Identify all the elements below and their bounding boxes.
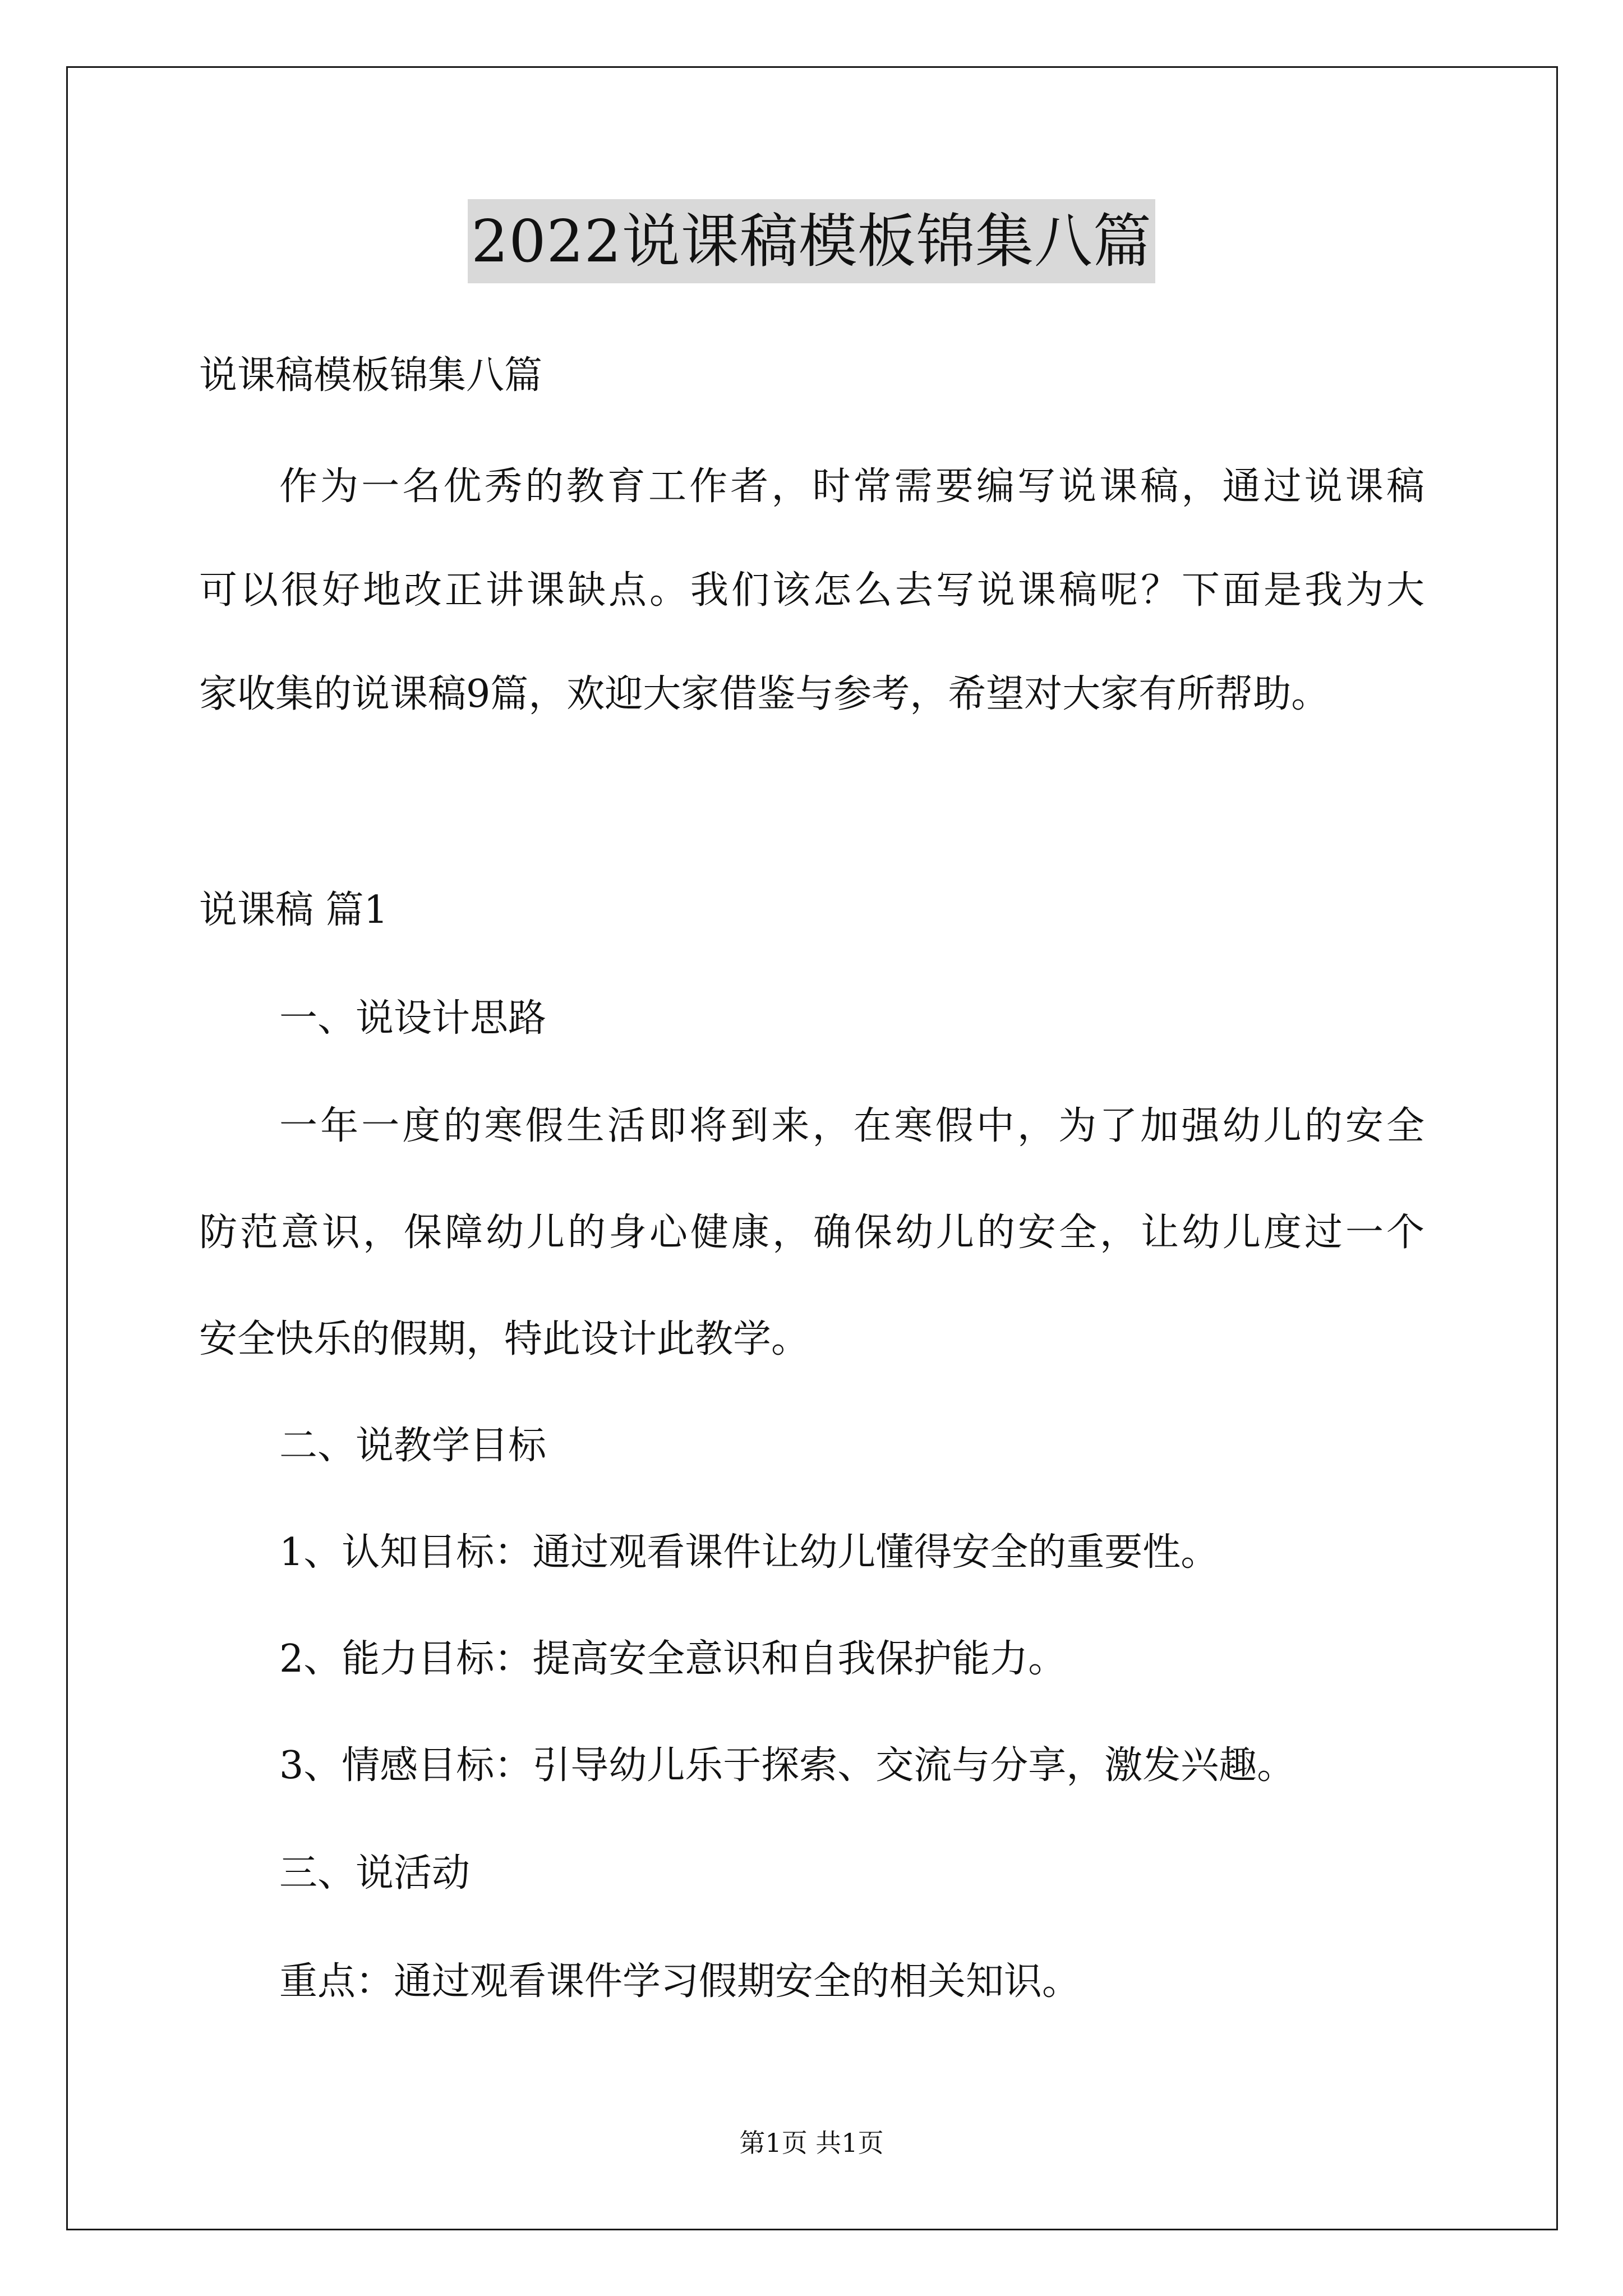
title-container bbox=[0, 199, 1623, 283]
goal-item: 1、认知目标：通过观看课件让幼儿懂得安全的重要性。 bbox=[279, 1530, 1219, 1575]
part3-heading: 三、说活动 bbox=[279, 1851, 471, 1895]
part1-line-2: 防范意识，保障幼儿的身心健康，确保幼儿的安全，让幼儿度过一个 bbox=[199, 1211, 1424, 1255]
intro-line-3: 家收集的说课稿9篇，欢迎大家借鉴与参考，希望对大家有所帮助。 bbox=[199, 672, 1330, 716]
intro-line-2: 可以很好地改正讲课缺点。我们该怎么去写说课稿呢？下面是我为大 bbox=[199, 568, 1424, 613]
page-footer: 第1页 共1页 bbox=[739, 2128, 884, 2158]
goal-item: 3、情感目标：引导幼儿乐于探索、交流与分享，激发兴趣。 bbox=[279, 1743, 1295, 1788]
part2-heading: 二、说教学目标 bbox=[279, 1424, 547, 1468]
section-heading: 说课稿 篇1 bbox=[199, 888, 388, 932]
part1-line-3: 安全快乐的假期，特此设计此教学。 bbox=[199, 1317, 810, 1361]
part1-heading: 一、说设计思路 bbox=[279, 996, 547, 1041]
goal-item: 2、能力目标：提高安全意识和自我保护能力。 bbox=[279, 1637, 1067, 1681]
intro-line-1: 作为一名优秀的教育工作者，时常需要编写说课稿，通过说课稿 bbox=[279, 464, 1424, 509]
document-title: 2022说课稿模板锦集八篇 bbox=[468, 199, 1155, 283]
document-subtitle: 说课稿模板锦集八篇 bbox=[199, 353, 543, 398]
key-point: 重点：通过观看课件学习假期安全的相关知识。 bbox=[279, 1959, 1081, 2004]
part1-line-1: 一年一度的寒假生活即将到来，在寒假中，为了加强幼儿的安全 bbox=[279, 1104, 1424, 1148]
